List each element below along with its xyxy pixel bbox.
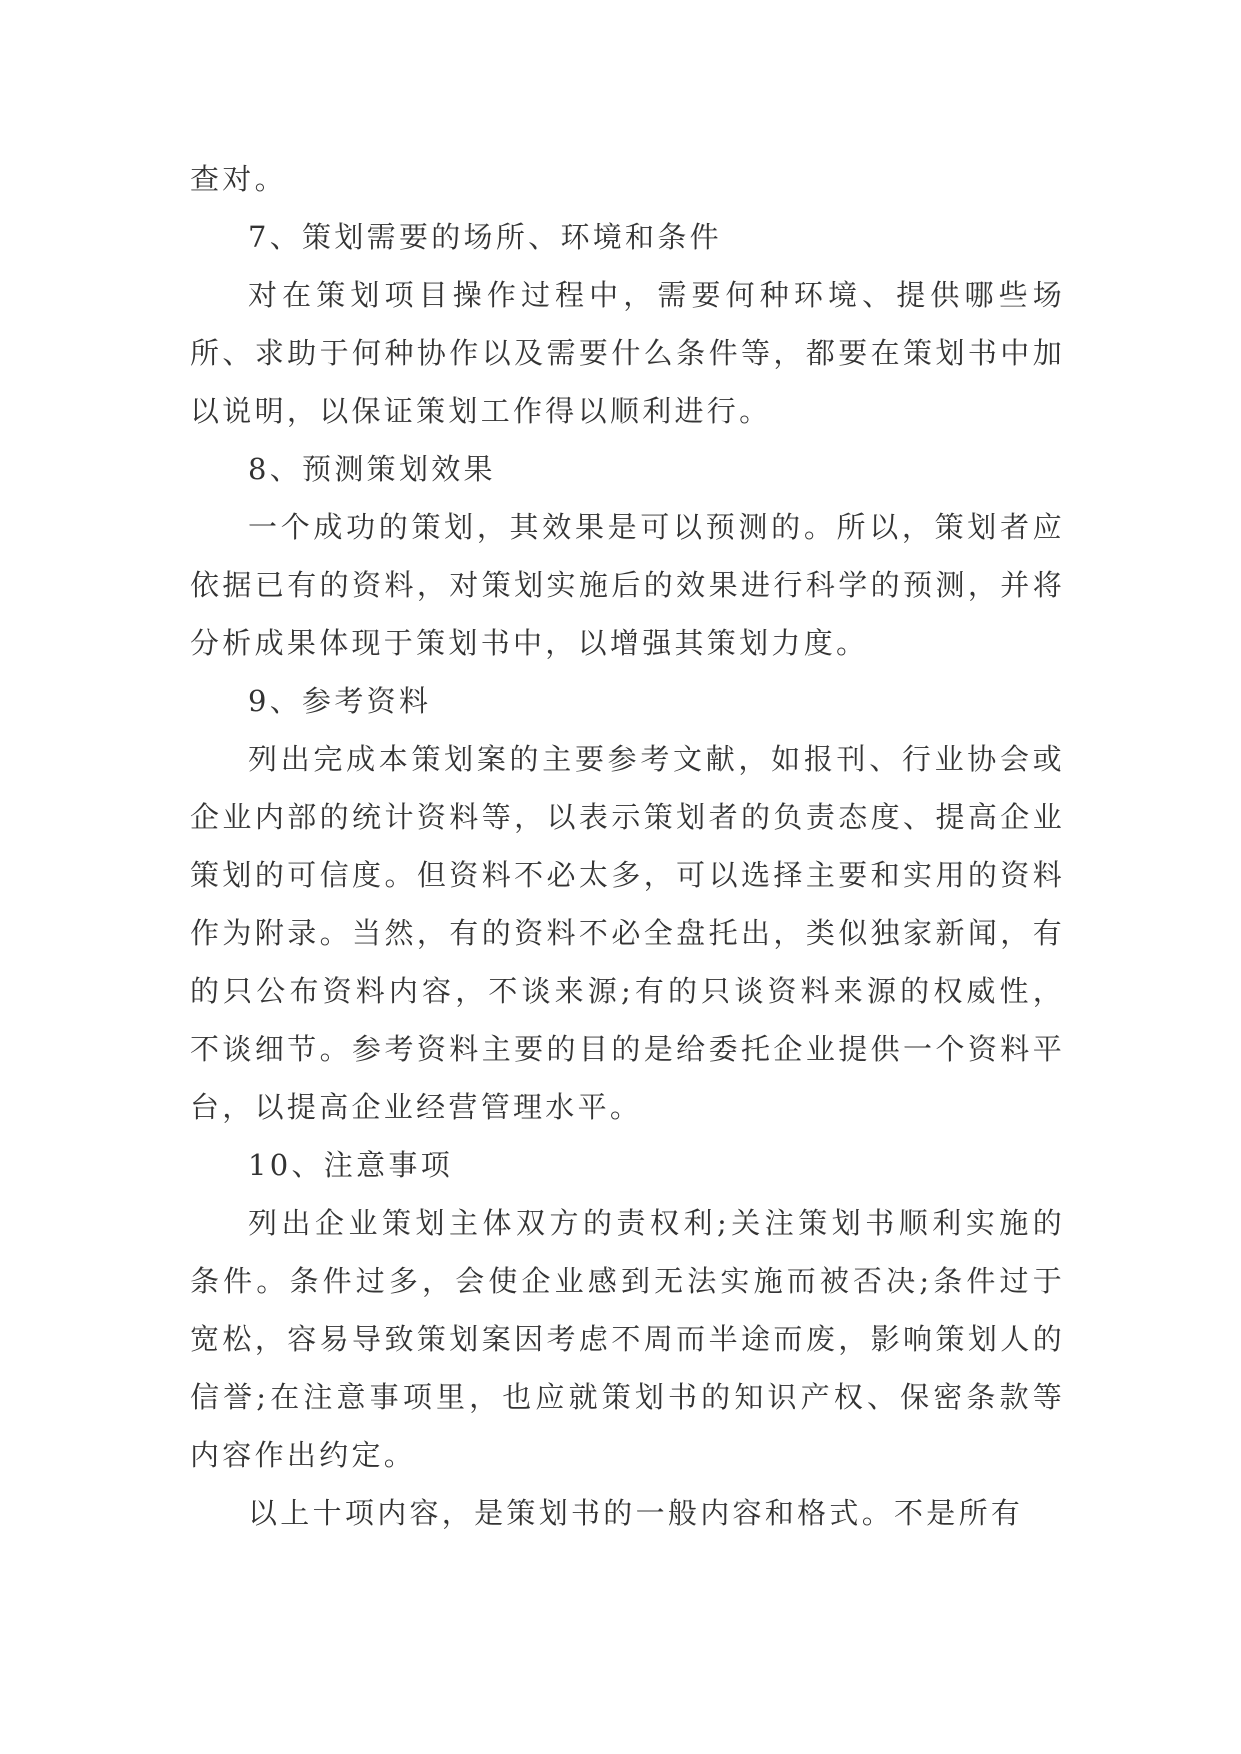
section-heading-9: 9、参考资料 xyxy=(248,684,432,718)
paragraph-section-9: 列出完成本策划案的主要参考文献，如报刊、行业协会或企业内部的统计资料等，以表示策划者的负责态度、提高企业策划的可信度。但资料不必太多，可以选择主要和实用的资料作为附录。当然，有的资料不必全盘托出，类似独家新闻，有的只公布资料内容，不谈来源;有的只谈资料来源的权威性，不谈细节。参考资料主要的目的是给委托企业提供一个资料平台，以提高企业经营管理水平。 xyxy=(190,742,1065,1124)
section-heading-8: 8、预测策划效果 xyxy=(248,452,496,486)
paragraph-section-7: 对在策划项目操作过程中，需要何种环境、提供哪些场所、求助于何种协作以及需要什么条件等，都要在策划书中加以说明，以保证策划工作得以顺利进行。 xyxy=(190,278,1065,428)
section-heading-7: 7、策划需要的场所、环境和条件 xyxy=(248,220,722,254)
document-body xyxy=(190,150,1065,1542)
paragraph-section-8: 一个成功的策划，其效果是可以预测的。所以，策划者应依据已有的资料，对策划实施后的效果进行科学的预测，并将分析成果体现于策划书中，以增强其策划力度。 xyxy=(190,510,1065,660)
paragraph-summary: 以上十项内容，是策划书的一般内容和格式。不是所有 xyxy=(248,1496,1024,1530)
paragraph-section-10: 列出企业策划主体双方的责权利;关注策划书顺利实施的条件。条件过多，会使企业感到无法实施而被否决;条件过于宽松，容易导致策划案因考虑不周而半途而废，影响策划人的信誉;在注意事项里，也应就策划书的知识产权、保密条款等内容作出约定。 xyxy=(190,1206,1065,1472)
paragraph-continuation: 查对。 xyxy=(190,162,287,196)
section-heading-10: 10、注意事项 xyxy=(248,1148,454,1182)
